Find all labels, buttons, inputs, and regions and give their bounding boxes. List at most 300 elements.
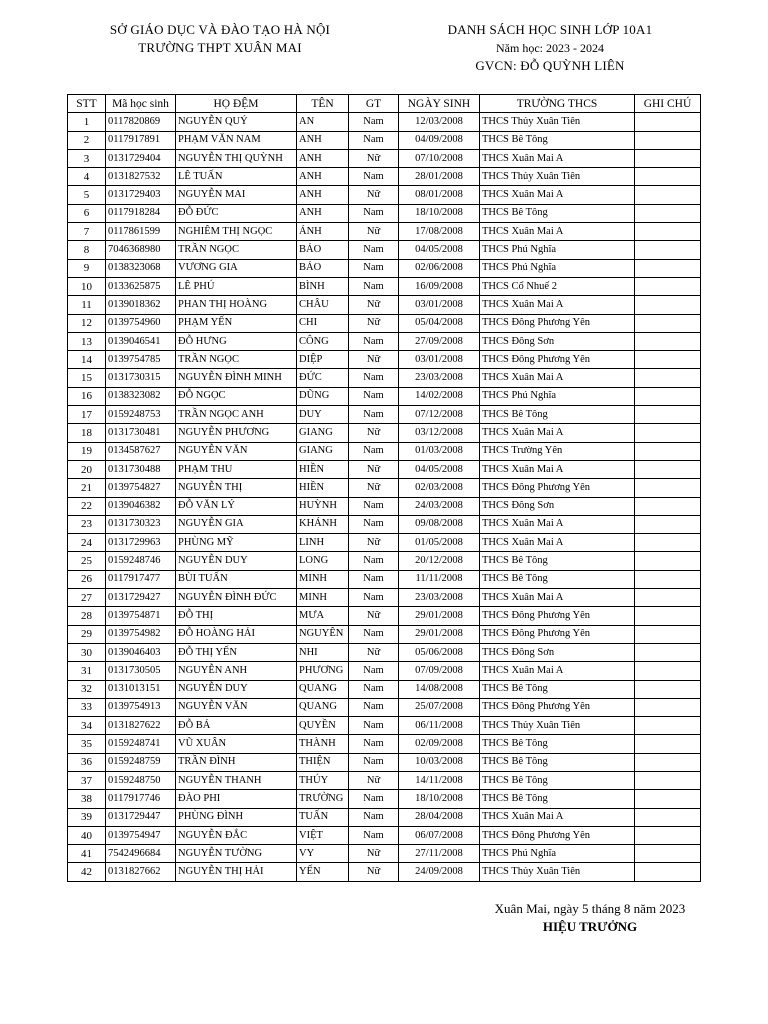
row-last-middle-name: TRẦN NGỌC	[176, 351, 297, 369]
row-gender: Nam	[349, 259, 399, 277]
row-first-name: QUANG	[297, 698, 349, 716]
row-birth-date: 27/11/2008	[399, 845, 480, 863]
row-notes	[635, 332, 701, 350]
row-middle-school: THCS Xuân Mai A	[480, 223, 635, 241]
row-gender: Nam	[349, 406, 399, 424]
row-stt: 33	[68, 698, 106, 716]
table-row	[68, 515, 701, 533]
row-stt: 15	[68, 369, 106, 387]
row-middle-school: THCS Phú Nghĩa	[480, 845, 635, 863]
row-middle-school: THCS Phú Nghĩa	[480, 387, 635, 405]
row-notes	[635, 186, 701, 204]
row-gender: Nam	[349, 625, 399, 643]
row-notes	[635, 680, 701, 698]
row-notes	[635, 168, 701, 186]
row-student-id: 0138323082	[106, 387, 176, 405]
row-first-name: CÔNG	[297, 332, 349, 350]
row-gender: Nữ	[349, 607, 399, 625]
row-last-middle-name: PHẠM VĂN NAM	[176, 131, 297, 149]
row-first-name: THÚY	[297, 771, 349, 789]
row-notes	[635, 515, 701, 533]
row-notes	[635, 717, 701, 735]
row-middle-school: THCS Bê Tông	[480, 735, 635, 753]
row-stt: 22	[68, 497, 106, 515]
table-row	[68, 570, 701, 588]
row-student-id: 0139046541	[106, 332, 176, 350]
row-student-id: 0139754982	[106, 625, 176, 643]
row-first-name: BẢO	[297, 241, 349, 259]
row-student-id: 0131729403	[106, 186, 176, 204]
row-stt: 27	[68, 589, 106, 607]
row-gender: Nữ	[349, 351, 399, 369]
row-birth-date: 05/06/2008	[399, 643, 480, 661]
row-student-id: 0159248759	[106, 753, 176, 771]
row-student-id: 0159248750	[106, 771, 176, 789]
row-birth-date: 29/01/2008	[399, 625, 480, 643]
row-stt: 42	[68, 863, 106, 881]
row-student-id: 0131827622	[106, 717, 176, 735]
row-first-name: ÁNH	[297, 223, 349, 241]
row-stt: 40	[68, 826, 106, 844]
row-student-id: 0139018362	[106, 296, 176, 314]
row-student-id: 0139754913	[106, 698, 176, 716]
row-stt: 10	[68, 277, 106, 295]
row-student-id: 0133625875	[106, 277, 176, 295]
row-last-middle-name: NGUYỄN PHƯƠNG	[176, 424, 297, 442]
table-row	[68, 113, 701, 131]
table-row	[68, 186, 701, 204]
table-row	[68, 607, 701, 625]
row-student-id: 0131730315	[106, 369, 176, 387]
row-birth-date: 29/01/2008	[399, 607, 480, 625]
table-row	[68, 369, 701, 387]
row-notes	[635, 808, 701, 826]
row-birth-date: 06/07/2008	[399, 826, 480, 844]
row-last-middle-name: NGUYỄN ĐÌNH MINH	[176, 369, 297, 387]
row-middle-school: THCS Đông Phương Yên	[480, 351, 635, 369]
table-row	[68, 168, 701, 186]
table-row	[68, 479, 701, 497]
row-birth-date: 20/12/2008	[399, 552, 480, 570]
row-last-middle-name: NGUYỄN QUÝ	[176, 113, 297, 131]
row-last-middle-name: BÙI TUẤN	[176, 570, 297, 588]
table-row	[68, 241, 701, 259]
row-birth-date: 02/03/2008	[399, 479, 480, 497]
row-birth-date: 01/05/2008	[399, 534, 480, 552]
row-notes	[635, 113, 701, 131]
row-gender: Nam	[349, 808, 399, 826]
row-last-middle-name: TRẦN ĐÌNH	[176, 753, 297, 771]
row-first-name: BÌNH	[297, 277, 349, 295]
row-last-middle-name: PHAN THỊ HOÀNG	[176, 296, 297, 314]
row-student-id: 0131013151	[106, 680, 176, 698]
row-last-middle-name: VƯƠNG GIA	[176, 259, 297, 277]
row-gender: Nam	[349, 698, 399, 716]
row-first-name: LONG	[297, 552, 349, 570]
row-gender: Nam	[349, 387, 399, 405]
row-birth-date: 12/03/2008	[399, 113, 480, 131]
row-stt: 6	[68, 204, 106, 222]
row-notes	[635, 223, 701, 241]
table-row	[68, 442, 701, 460]
row-last-middle-name: ĐỖ NGỌC	[176, 387, 297, 405]
row-middle-school: THCS Đông Sơn	[480, 497, 635, 515]
row-notes	[635, 698, 701, 716]
row-last-middle-name: NGUYỄN DUY	[176, 680, 297, 698]
row-stt: 28	[68, 607, 106, 625]
row-birth-date: 04/05/2008	[399, 241, 480, 259]
row-birth-date: 03/01/2008	[399, 351, 480, 369]
row-notes	[635, 314, 701, 332]
table-row	[68, 259, 701, 277]
row-middle-school: THCS Đông Phương Yên	[480, 826, 635, 844]
row-first-name: DUY	[297, 406, 349, 424]
row-gender: Nữ	[349, 296, 399, 314]
row-first-name: QUYỀN	[297, 717, 349, 735]
row-birth-date: 09/08/2008	[399, 515, 480, 533]
row-stt: 8	[68, 241, 106, 259]
row-birth-date: 02/09/2008	[399, 735, 480, 753]
row-middle-school: THCS Xuân Mai A	[480, 662, 635, 680]
table-row	[68, 424, 701, 442]
row-middle-school: THCS Thủy Xuân Tiên	[480, 168, 635, 186]
table-row	[68, 277, 701, 295]
row-birth-date: 17/08/2008	[399, 223, 480, 241]
row-middle-school: THCS Cổ Nhuế 2	[480, 277, 635, 295]
row-gender: Nam	[349, 113, 399, 131]
table-row	[68, 771, 701, 789]
col-header-notes: GHI CHÚ	[635, 95, 701, 113]
row-birth-date: 16/09/2008	[399, 277, 480, 295]
table-row	[68, 808, 701, 826]
row-gender: Nam	[349, 369, 399, 387]
table-row	[68, 826, 701, 844]
row-last-middle-name: LÊ PHÚ	[176, 277, 297, 295]
row-notes	[635, 296, 701, 314]
row-notes	[635, 607, 701, 625]
row-stt: 37	[68, 771, 106, 789]
row-birth-date: 10/03/2008	[399, 753, 480, 771]
row-student-id: 0159248741	[106, 735, 176, 753]
row-birth-date: 01/03/2008	[399, 442, 480, 460]
row-gender: Nam	[349, 680, 399, 698]
row-middle-school: THCS Phú Nghĩa	[480, 241, 635, 259]
row-middle-school: THCS Đông Sơn	[480, 332, 635, 350]
row-notes	[635, 552, 701, 570]
row-birth-date: 04/05/2008	[399, 460, 480, 478]
table-row	[68, 497, 701, 515]
row-student-id: 0117861599	[106, 223, 176, 241]
row-first-name: ANH	[297, 168, 349, 186]
row-stt: 5	[68, 186, 106, 204]
row-middle-school: THCS Bê Tông	[480, 771, 635, 789]
row-stt: 34	[68, 717, 106, 735]
row-birth-date: 07/10/2008	[399, 149, 480, 167]
col-header-birth-date: NGÀY SINH	[399, 95, 480, 113]
row-middle-school: THCS Xuân Mai A	[480, 296, 635, 314]
col-header-first-name: TÊN	[297, 95, 349, 113]
row-first-name: ANH	[297, 149, 349, 167]
row-last-middle-name: LÊ TUẤN	[176, 168, 297, 186]
row-stt: 17	[68, 406, 106, 424]
row-gender: Nam	[349, 241, 399, 259]
row-birth-date: 05/04/2008	[399, 314, 480, 332]
row-stt: 2	[68, 131, 106, 149]
row-gender: Nữ	[349, 534, 399, 552]
row-notes	[635, 369, 701, 387]
row-notes	[635, 753, 701, 771]
row-notes	[635, 204, 701, 222]
row-middle-school: THCS Xuân Mai A	[480, 534, 635, 552]
row-first-name: DIỆP	[297, 351, 349, 369]
row-birth-date: 27/09/2008	[399, 332, 480, 350]
row-student-id: 0131730488	[106, 460, 176, 478]
row-notes	[635, 534, 701, 552]
row-gender: Nữ	[349, 314, 399, 332]
row-last-middle-name: VŨ XUÂN	[176, 735, 297, 753]
row-first-name: GIANG	[297, 424, 349, 442]
row-notes	[635, 826, 701, 844]
col-header-last-middle-name: HỌ ĐỆM	[176, 95, 297, 113]
row-stt: 14	[68, 351, 106, 369]
row-first-name: MINH	[297, 570, 349, 588]
row-student-id: 0134587627	[106, 442, 176, 460]
row-middle-school: THCS Đông Sơn	[480, 643, 635, 661]
col-header-gender: GT	[349, 95, 399, 113]
row-last-middle-name: TRẦN NGỌC ANH	[176, 406, 297, 424]
row-first-name: THIỆN	[297, 753, 349, 771]
row-birth-date: 03/01/2008	[399, 296, 480, 314]
row-gender: Nam	[349, 589, 399, 607]
row-student-id: 0131729427	[106, 589, 176, 607]
row-middle-school: THCS Xuân Mai A	[480, 149, 635, 167]
row-student-id: 0139754785	[106, 351, 176, 369]
row-last-middle-name: PHẠM THU	[176, 460, 297, 478]
row-birth-date: 18/10/2008	[399, 204, 480, 222]
row-birth-date: 07/09/2008	[399, 662, 480, 680]
row-gender: Nam	[349, 204, 399, 222]
row-last-middle-name: NGUYỄN THỊ	[176, 479, 297, 497]
row-middle-school: THCS Bê Tông	[480, 552, 635, 570]
row-stt: 35	[68, 735, 106, 753]
row-first-name: CHI	[297, 314, 349, 332]
row-last-middle-name: ĐỖ HOÀNG HẢI	[176, 625, 297, 643]
row-first-name: ANH	[297, 131, 349, 149]
row-birth-date: 25/07/2008	[399, 698, 480, 716]
row-stt: 30	[68, 643, 106, 661]
row-last-middle-name: ĐÀO PHI	[176, 790, 297, 808]
row-first-name: ANH	[297, 186, 349, 204]
row-gender: Nữ	[349, 186, 399, 204]
row-first-name: QUANG	[297, 680, 349, 698]
row-first-name: NGUYÊN	[297, 625, 349, 643]
row-first-name: TUẤN	[297, 808, 349, 826]
row-birth-date: 06/11/2008	[399, 717, 480, 735]
row-gender: Nữ	[349, 479, 399, 497]
row-middle-school: THCS Trường Yên	[480, 442, 635, 460]
row-student-id: 0131729963	[106, 534, 176, 552]
row-last-middle-name: NGUYỄN ĐÌNH ĐỨC	[176, 589, 297, 607]
row-gender: Nam	[349, 131, 399, 149]
row-stt: 4	[68, 168, 106, 186]
row-stt: 13	[68, 332, 106, 350]
row-gender: Nam	[349, 790, 399, 808]
row-middle-school: THCS Xuân Mai A	[480, 369, 635, 387]
row-first-name: NHI	[297, 643, 349, 661]
row-middle-school: THCS Thủy Xuân Tiên	[480, 113, 635, 131]
row-student-id: 0131827532	[106, 168, 176, 186]
row-birth-date: 24/03/2008	[399, 497, 480, 515]
row-notes	[635, 570, 701, 588]
row-birth-date: 08/01/2008	[399, 186, 480, 204]
row-stt: 36	[68, 753, 106, 771]
row-student-id: 0117917746	[106, 790, 176, 808]
row-middle-school: THCS Bê Tông	[480, 131, 635, 149]
row-student-id: 0131729447	[106, 808, 176, 826]
row-gender: Nữ	[349, 845, 399, 863]
row-first-name: GIANG	[297, 442, 349, 460]
table-row	[68, 296, 701, 314]
row-student-id: 0139754871	[106, 607, 176, 625]
row-middle-school: THCS Xuân Mai A	[480, 460, 635, 478]
row-gender: Nam	[349, 826, 399, 844]
table-row	[68, 845, 701, 863]
row-first-name: DŨNG	[297, 387, 349, 405]
table-row	[68, 351, 701, 369]
table-row	[68, 735, 701, 753]
row-gender: Nữ	[349, 149, 399, 167]
table-row	[68, 460, 701, 478]
table-row	[68, 332, 701, 350]
table-body	[68, 113, 701, 881]
row-first-name: MINH	[297, 589, 349, 607]
row-middle-school: THCS Đông Phương Yên	[480, 607, 635, 625]
row-last-middle-name: NGUYỄN THỊ HẢI	[176, 863, 297, 881]
row-last-middle-name: PHẠM YẾN	[176, 314, 297, 332]
row-middle-school: THCS Xuân Mai A	[480, 589, 635, 607]
row-stt: 18	[68, 424, 106, 442]
department-name: SỞ GIÁO DỤC VÀ ĐÀO TẠO HÀ NỘI	[109, 22, 331, 37]
row-first-name: LINH	[297, 534, 349, 552]
row-middle-school: THCS Bê Tông	[480, 680, 635, 698]
row-middle-school: THCS Bê Tông	[480, 753, 635, 771]
row-birth-date: 02/06/2008	[399, 259, 480, 277]
row-student-id: 0139754827	[106, 479, 176, 497]
row-stt: 39	[68, 808, 106, 826]
table-row	[68, 625, 701, 643]
row-notes	[635, 277, 701, 295]
row-notes	[635, 790, 701, 808]
row-student-id: 0159248753	[106, 406, 176, 424]
row-stt: 21	[68, 479, 106, 497]
row-first-name: HIỀN	[297, 479, 349, 497]
row-gender: Nữ	[349, 771, 399, 789]
row-last-middle-name: ĐỖ VĂN LÝ	[176, 497, 297, 515]
row-student-id: 0117917891	[106, 131, 176, 149]
row-last-middle-name: TRẦN NGỌC	[176, 241, 297, 259]
row-first-name: THÀNH	[297, 735, 349, 753]
row-gender: Nam	[349, 753, 399, 771]
table-row	[68, 534, 701, 552]
row-last-middle-name: NGUYỄN THANH	[176, 771, 297, 789]
row-gender: Nữ	[349, 863, 399, 881]
row-last-middle-name: NGHIÊM THỊ NGỌC	[176, 223, 297, 241]
row-gender: Nữ	[349, 643, 399, 661]
row-notes	[635, 351, 701, 369]
row-student-id: 0131730323	[106, 515, 176, 533]
row-notes	[635, 131, 701, 149]
row-stt: 41	[68, 845, 106, 863]
row-stt: 7	[68, 223, 106, 241]
school-name: TRƯỜNG THPT XUÂN MAI	[138, 40, 302, 55]
row-stt: 25	[68, 552, 106, 570]
row-last-middle-name: ĐỖ BÁ	[176, 717, 297, 735]
table-header-row	[68, 95, 701, 113]
row-notes	[635, 497, 701, 515]
row-gender: Nữ	[349, 223, 399, 241]
row-last-middle-name: NGUYỄN ANH	[176, 662, 297, 680]
row-stt: 11	[68, 296, 106, 314]
row-first-name: VY	[297, 845, 349, 863]
row-middle-school: THCS Bê Tông	[480, 406, 635, 424]
row-first-name: PHƯƠNG	[297, 662, 349, 680]
row-gender: Nam	[349, 735, 399, 753]
row-notes	[635, 643, 701, 661]
row-middle-school: THCS Bê Tông	[480, 204, 635, 222]
row-gender: Nữ	[349, 460, 399, 478]
row-first-name: HIỀN	[297, 460, 349, 478]
table-row	[68, 149, 701, 167]
col-header-stt: STT	[68, 95, 106, 113]
row-gender: Nam	[349, 168, 399, 186]
row-student-id: 7542496684	[106, 845, 176, 863]
row-student-id: 7046368980	[106, 241, 176, 259]
row-student-id: 0131827662	[106, 863, 176, 881]
principal-title: HIỆU TRƯỞNG	[542, 919, 638, 934]
row-middle-school: THCS Xuân Mai A	[480, 808, 635, 826]
row-birth-date: 07/12/2008	[399, 406, 480, 424]
table-row	[68, 717, 701, 735]
row-gender: Nam	[349, 570, 399, 588]
table-row	[68, 790, 701, 808]
row-first-name: BẢO	[297, 259, 349, 277]
row-stt: 20	[68, 460, 106, 478]
table-row	[68, 643, 701, 661]
row-birth-date: 23/03/2008	[399, 589, 480, 607]
row-notes	[635, 460, 701, 478]
row-last-middle-name: ĐỖ ĐỨC	[176, 204, 297, 222]
row-notes	[635, 406, 701, 424]
row-stt: 29	[68, 625, 106, 643]
row-student-id: 0139754960	[106, 314, 176, 332]
row-gender: Nam	[349, 497, 399, 515]
row-student-id: 0117917477	[106, 570, 176, 588]
row-gender: Nam	[349, 332, 399, 350]
row-notes	[635, 845, 701, 863]
row-gender: Nữ	[349, 424, 399, 442]
table-row	[68, 552, 701, 570]
row-gender: Nam	[349, 277, 399, 295]
row-birth-date: 14/02/2008	[399, 387, 480, 405]
row-middle-school: THCS Xuân Mai A	[480, 186, 635, 204]
row-gender: Nam	[349, 552, 399, 570]
table-row	[68, 753, 701, 771]
row-last-middle-name: NGUYỄN GIA	[176, 515, 297, 533]
row-notes	[635, 662, 701, 680]
row-notes	[635, 424, 701, 442]
row-stt: 1	[68, 113, 106, 131]
col-header-student-id: Mã học sinh	[106, 95, 176, 113]
